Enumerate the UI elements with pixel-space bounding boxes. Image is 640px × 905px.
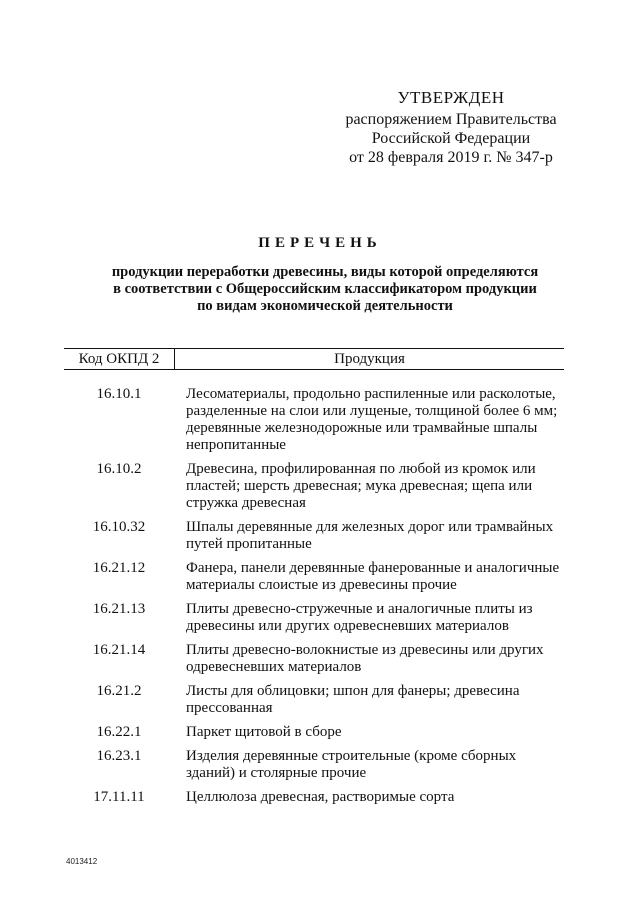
row-line: Целлюлоза древесная, растворимые сорта [186,789,455,805]
row-code: 16.21.14 [92,642,146,658]
row-code: 16.21.13 [92,601,146,617]
row-code: 16.21.2 [96,683,142,699]
row-code: 16.10.32 [92,519,146,535]
table-row [64,724,564,741]
table-header [64,348,564,370]
row-description [186,519,564,553]
row-line: путей пропитанные [186,536,312,552]
table-row [64,642,564,676]
row-code: 16.10.2 [96,461,142,477]
subtitle-line-2: в соответствии с Общероссийским классификатором продукции [113,281,537,297]
approval-line-1: распоряжением Правительства [345,111,557,128]
row-description [186,461,564,512]
row-line: Паркет щитовой в сборе [186,724,342,740]
table-row [64,601,564,635]
row-description [186,724,564,741]
table-row [64,748,564,782]
approval-line-3: от 28 февраля 2019 г. № 347-р [349,149,553,166]
row-line: материалы слоистые из древесины прочие [186,577,457,593]
row-code: 16.23.1 [96,748,142,764]
row-line: Фанера, панели деревянные фанерованные и аналогичные [186,560,560,576]
row-description [186,748,564,782]
row-line: Плиты древесно-волокнистые из древесины или других [186,642,544,658]
row-line: Шпалы деревянные для железных дорог или трамвайных [186,519,554,535]
subtitle-line-1: продукции переработки древесины, виды которой определяются [111,264,539,280]
row-line: Плиты древесно-стружечные и аналогичные плиты из [186,601,533,617]
row-code: 16.21.12 [92,560,146,576]
row-line: Древесина, профилированная по любой из кромок или [186,461,536,477]
table-row [64,386,564,454]
list-title: ПЕРЕЧЕНЬ [258,235,382,251]
row-description [186,642,564,676]
header-product: Продукция [334,351,405,367]
approval-block [330,88,572,167]
table-row [64,519,564,553]
row-description [186,683,564,717]
table-row [64,560,564,594]
row-line: прессованная [186,700,273,716]
document-code: 4013412 [66,857,98,866]
header-code: Код ОКПД 2 [64,349,175,369]
row-line: Изделия деревянные строительные (кроме сборных [186,748,517,764]
row-line: деревянные железнодорожные или трамвайные шпалы [186,420,538,436]
table-row [64,789,564,806]
row-code: 16.22.1 [96,724,142,740]
row-description [186,386,564,454]
row-line: Листы для облицовки; шпон для фанеры; древесина [186,683,520,699]
row-line: стружка древесная [186,495,306,511]
row-description [186,601,564,635]
row-code: 16.10.1 [96,386,142,402]
list-subtitle [60,264,590,315]
row-line: непропитанные [186,437,286,453]
row-line: одревесневших материалов [186,659,362,675]
row-line: зданий) и столярные прочие [186,765,367,781]
row-code: 17.11.11 [93,789,145,805]
row-line: древесины или других одревесневших материалов [186,618,509,634]
approval-title: УТВЕРЖДЕН [397,88,505,107]
approval-line-2: Российской Федерации [371,130,531,147]
row-line: пластей; шерсть древесная; мука древесная; щепа или [186,478,533,494]
row-line: разделенные на слои или лущеные, толщиной более 6 мм; [186,403,558,419]
row-line: Лесоматериалы, продольно распиленные или расколотые, [186,386,556,402]
table-body [64,386,564,813]
table-row [64,683,564,717]
table-row [64,461,564,512]
row-description [186,789,564,806]
subtitle-line-3: по видам экономической деятельности [197,298,453,314]
row-description [186,560,564,594]
